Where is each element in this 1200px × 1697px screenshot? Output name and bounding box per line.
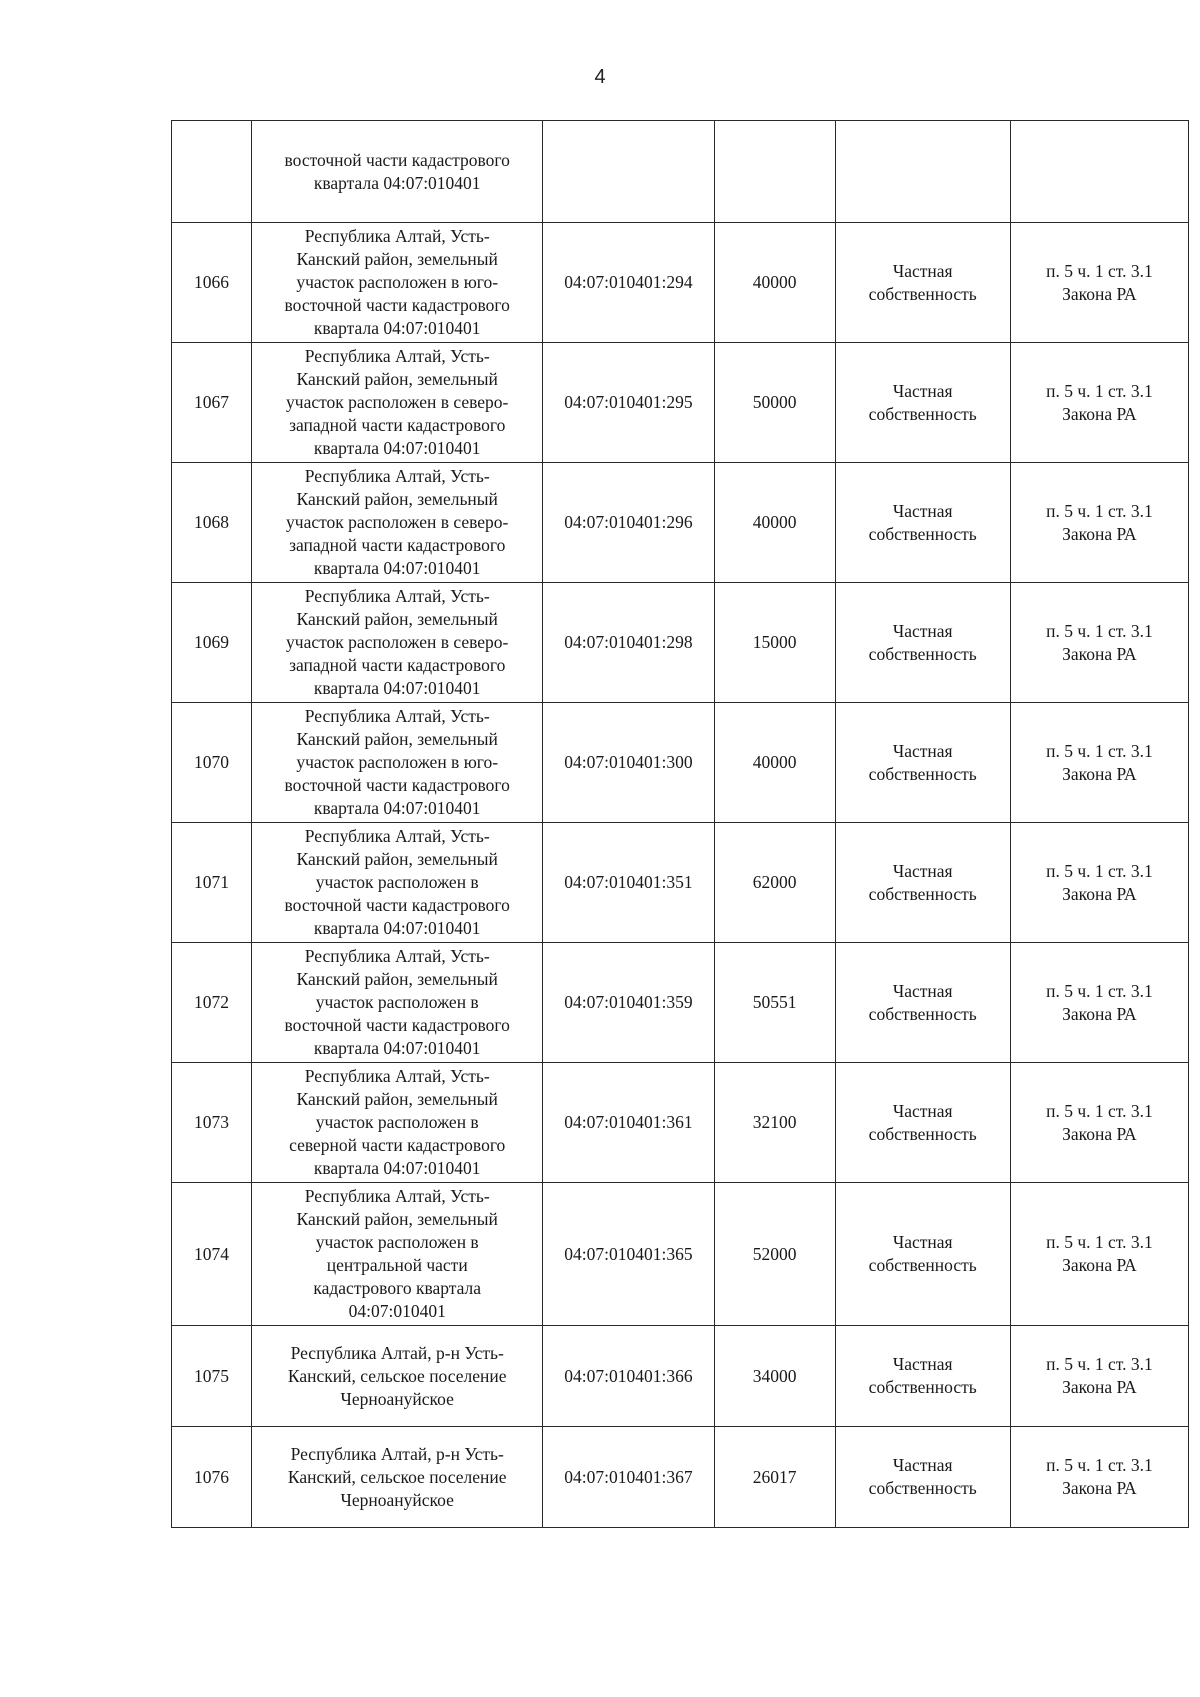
area-cell: 40000 [714, 703, 835, 823]
address-line: квартала 04:07:010401 [313, 438, 481, 458]
table-row [172, 463, 1189, 583]
ownership-cell [835, 1427, 1010, 1528]
cadastral-number-cell: 04:07:010401:361 [543, 1063, 714, 1183]
table-row [172, 583, 1189, 703]
legal-basis-line: Закона РА [1062, 523, 1137, 544]
cadastral-number-cell: 04:07:010401:359 [543, 943, 714, 1063]
legal-basis-line: п. 5 ч. 1 ст. 3.1 [1046, 380, 1153, 401]
ownership-cell [835, 583, 1010, 703]
address-line: Канский район, земельный [296, 1209, 498, 1229]
number-cell: 1068 [172, 463, 252, 583]
legal-basis-cell [1010, 943, 1188, 1063]
table-row [172, 343, 1189, 463]
ownership-line: собственность [868, 1255, 977, 1275]
address-cell [252, 121, 543, 223]
ownership-cell [835, 1183, 1010, 1326]
number-cell: 1073 [172, 1063, 252, 1183]
ownership-line: собственность [868, 883, 977, 904]
legal-basis-line: Закона РА [1062, 1255, 1137, 1275]
address-cell [252, 1063, 543, 1183]
legal-basis-line: п. 5 ч. 1 ст. 3.1 [1046, 260, 1153, 281]
table-row-continuation [172, 121, 1189, 223]
ownership-cell [835, 943, 1010, 1063]
area-cell: 52000 [714, 1183, 835, 1326]
cadastral-number-cell: 04:07:010401:366 [543, 1326, 714, 1427]
address-cell [252, 343, 543, 463]
cadastral-number-cell: 04:07:010401:300 [543, 703, 714, 823]
legal-basis-line: Закона РА [1062, 1478, 1137, 1498]
address-line: квартала 04:07:010401 [313, 1038, 481, 1058]
address-cell [252, 1326, 543, 1427]
address-line: участок расположен в северо- [286, 632, 509, 652]
number-cell: 1070 [172, 703, 252, 823]
address-line: участок расположен в [315, 1112, 479, 1132]
legal-basis-cell [1010, 1427, 1188, 1528]
ownership-line: Частная [892, 1354, 953, 1374]
address-line: восточной части кадастрового [284, 295, 510, 315]
address-line: Черноануйское [340, 1388, 454, 1409]
legal-basis-cell [1010, 1183, 1188, 1326]
address-line: Республика Алтай, Усть- [304, 946, 490, 966]
land-plots-table [171, 120, 1189, 1528]
table-body [172, 121, 1189, 1528]
address-cell [252, 463, 543, 583]
legal-basis-line: п. 5 ч. 1 ст. 3.1 [1046, 1455, 1153, 1475]
address-line: квартала 04:07:010401 [313, 798, 481, 818]
address-line: участок расположен в северо- [286, 392, 509, 412]
legal-basis-line: Закона РА [1062, 763, 1137, 784]
address-line: квартала 04:07:010401 [313, 558, 481, 578]
cadastral-number-cell: 04:07:010401:351 [543, 823, 714, 943]
address-line: участок расположен в северо- [286, 512, 509, 532]
cadastral-number-cell: 04:07:010401:295 [543, 343, 714, 463]
area-cell: 50000 [714, 343, 835, 463]
ownership-line: Частная [892, 380, 953, 401]
legal-basis-cell [1010, 223, 1188, 343]
ownership-cell [835, 703, 1010, 823]
address-line: западной части кадастрового [289, 655, 506, 675]
ownership-cell [835, 823, 1010, 943]
number-cell: 1071 [172, 823, 252, 943]
ownership-line: собственность [868, 283, 977, 304]
address-line: кадастрового квартала [313, 1278, 482, 1298]
number-cell: 1072 [172, 943, 252, 1063]
cadastral-number-cell: 04:07:010401:294 [543, 223, 714, 343]
legal-basis-line: п. 5 ч. 1 ст. 3.1 [1046, 1354, 1153, 1374]
address-line: Республика Алтай, Усть- [304, 586, 490, 606]
number-cell: 1067 [172, 343, 252, 463]
ownership-line: собственность [868, 1123, 977, 1144]
address-line: участок расположен в [315, 872, 479, 892]
ownership-line: собственность [868, 643, 977, 664]
legal-basis-cell [1010, 583, 1188, 703]
address-line: Канский район, земельный [296, 849, 498, 869]
table-row [172, 223, 1189, 343]
address-line: Республика Алтай, Усть- [304, 706, 490, 726]
address-line: западной части кадастрового [289, 535, 506, 555]
legal-basis-line: Закона РА [1062, 283, 1137, 304]
ownership-line: Частная [892, 740, 953, 761]
area-cell: 40000 [714, 223, 835, 343]
address-cell [252, 223, 543, 343]
address-line: Канский район, земельный [296, 729, 498, 749]
number-cell: 1076 [172, 1427, 252, 1528]
ownership-line: Частная [892, 620, 953, 641]
address-line: участок расположен в юго- [296, 272, 499, 292]
number-cell: 1075 [172, 1326, 252, 1427]
address-line: центральной части [326, 1255, 468, 1275]
address-line: Канский район, земельный [296, 249, 498, 269]
address-line: Черноануйское [340, 1489, 454, 1510]
address-line: квартала 04:07:010401 [313, 172, 481, 193]
address-line: Канский район, земельный [296, 489, 498, 509]
address-line: Канский, сельское поселение [287, 1365, 507, 1386]
legal-basis-line: п. 5 ч. 1 ст. 3.1 [1046, 860, 1153, 881]
address-line: 04:07:010401 [348, 1301, 446, 1321]
table-row [172, 1063, 1189, 1183]
legal-basis-line: Закона РА [1062, 1123, 1137, 1144]
area-cell: 62000 [714, 823, 835, 943]
number-cell: 1074 [172, 1183, 252, 1326]
address-line: западной части кадастрового [289, 415, 506, 435]
legal-basis-line: п. 5 ч. 1 ст. 3.1 [1046, 980, 1153, 1001]
address-line: Канский район, земельный [296, 369, 498, 389]
address-line: квартала 04:07:010401 [313, 918, 481, 938]
area-cell: 32100 [714, 1063, 835, 1183]
legal-basis-line: п. 5 ч. 1 ст. 3.1 [1046, 1232, 1153, 1252]
address-line: Канский район, земельный [296, 969, 498, 989]
legal-basis-line: Закона РА [1062, 643, 1137, 664]
area-cell: 34000 [714, 1326, 835, 1427]
address-line: Республика Алтай, Усть- [304, 226, 490, 246]
address-line: Республика Алтай, Усть- [304, 346, 490, 366]
address-cell [252, 583, 543, 703]
legal-basis-line: Закона РА [1062, 403, 1137, 424]
address-line: восточной части кадастрового [284, 1015, 510, 1035]
basis-cell [1010, 121, 1188, 223]
ownership-line: собственность [868, 523, 977, 544]
ownership-cell [835, 343, 1010, 463]
ownership-line: Частная [892, 980, 953, 1001]
ownership-line: собственность [868, 1003, 977, 1024]
area-cell [714, 121, 835, 223]
legal-basis-line: п. 5 ч. 1 ст. 3.1 [1046, 500, 1153, 521]
address-line: Канский, сельское поселение [287, 1466, 507, 1487]
ownership-line: собственность [868, 403, 977, 424]
area-cell: 15000 [714, 583, 835, 703]
address-line: квартала 04:07:010401 [313, 318, 481, 338]
legal-basis-cell [1010, 463, 1188, 583]
cadastral-number-cell: 04:07:010401:296 [543, 463, 714, 583]
address-cell [252, 1427, 543, 1528]
address-line: Республика Алтай, Усть- [304, 1066, 490, 1086]
ownership-line: Частная [892, 1455, 953, 1475]
address-cell [252, 943, 543, 1063]
ownership-line: Частная [892, 860, 953, 881]
legal-basis-line: п. 5 ч. 1 ст. 3.1 [1046, 740, 1153, 761]
address-cell [252, 1183, 543, 1326]
legal-basis-line: Закона РА [1062, 883, 1137, 904]
area-cell: 40000 [714, 463, 835, 583]
table-row [172, 943, 1189, 1063]
address-line: Республика Алтай, р-н Усть- [290, 1443, 504, 1464]
address-line: участок расположен в юго- [296, 752, 499, 772]
cadastral-cell [543, 121, 714, 223]
legal-basis-line: Закона РА [1062, 1003, 1137, 1024]
address-line: Республика Алтай, Усть- [304, 466, 490, 486]
cadastral-number-cell: 04:07:010401:365 [543, 1183, 714, 1326]
address-line: квартала 04:07:010401 [313, 1158, 481, 1178]
legal-basis-cell [1010, 703, 1188, 823]
legal-basis-line: Закона РА [1062, 1377, 1137, 1397]
legal-basis-cell [1010, 343, 1188, 463]
cadastral-number-cell: 04:07:010401:298 [543, 583, 714, 703]
ownership-cell [835, 223, 1010, 343]
address-line: Республика Алтай, Усть- [304, 1186, 490, 1206]
number-cell: 1066 [172, 223, 252, 343]
ownership-line: Частная [892, 1232, 953, 1252]
ownership-line: собственность [868, 763, 977, 784]
address-line: Республика Алтай, Усть- [304, 826, 490, 846]
page-number: 4 [594, 66, 606, 88]
ownership-cell [835, 1063, 1010, 1183]
address-line: восточной части кадастрового [284, 149, 510, 170]
number-cell: 1069 [172, 583, 252, 703]
cadastral-number-cell: 04:07:010401:367 [543, 1427, 714, 1528]
ownership-line: Частная [892, 500, 953, 521]
ownership-line: Частная [892, 1100, 953, 1121]
address-line: Республика Алтай, р-н Усть- [290, 1342, 504, 1363]
address-line: Канский район, земельный [296, 609, 498, 629]
ownership-cell [835, 1326, 1010, 1427]
address-cell [252, 823, 543, 943]
ownership-line: собственность [868, 1377, 977, 1397]
address-line: Канский район, земельный [296, 1089, 498, 1109]
table-row [172, 703, 1189, 823]
legal-basis-cell [1010, 823, 1188, 943]
address-line: участок расположен в [315, 992, 479, 1012]
address-line: восточной части кадастрового [284, 895, 510, 915]
ownership-cell [835, 463, 1010, 583]
ownership-cell [835, 121, 1010, 223]
table-row [172, 1326, 1189, 1427]
table-row [172, 1183, 1189, 1326]
address-line: участок расположен в [315, 1232, 479, 1252]
table-row [172, 823, 1189, 943]
area-cell: 50551 [714, 943, 835, 1063]
number-cell [172, 121, 252, 223]
address-cell [252, 703, 543, 823]
ownership-line: Частная [892, 260, 953, 281]
legal-basis-line: п. 5 ч. 1 ст. 3.1 [1046, 620, 1153, 641]
table-row [172, 1427, 1189, 1528]
ownership-line: собственность [868, 1478, 977, 1498]
address-line: северной части кадастрового [289, 1135, 506, 1155]
legal-basis-cell [1010, 1063, 1188, 1183]
address-line: квартала 04:07:010401 [313, 678, 481, 698]
legal-basis-cell [1010, 1326, 1188, 1427]
area-cell: 26017 [714, 1427, 835, 1528]
address-line: восточной части кадастрового [284, 775, 510, 795]
legal-basis-line: п. 5 ч. 1 ст. 3.1 [1046, 1100, 1153, 1121]
